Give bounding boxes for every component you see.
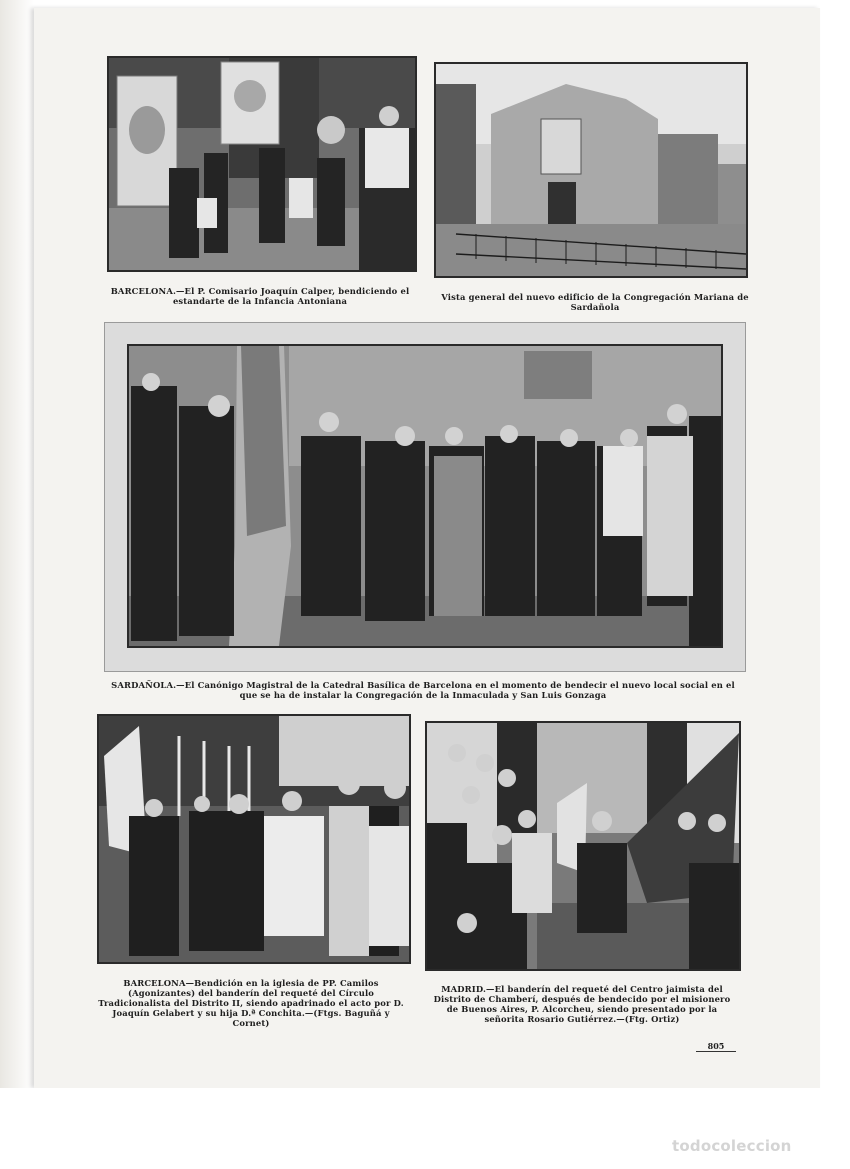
scan-margin xyxy=(0,1088,850,1169)
caption-top-left: BARCELONA.—El P. Comisario Joaquín Calper, bendiciendo el estandarte de la Infancia Antoniana xyxy=(110,286,410,306)
photo-barcelona-church-blessing xyxy=(97,714,411,964)
caption-bottom-right: MADRID.—El banderín del requeté del Centro jaimista del Distrito de Chamberí, después de bendecido por el misionero de Buenos Aires, P. Alcorcheu, siendo presentado por la señorita Rosario Gutiérrez.—(Ftg. Ortiz) xyxy=(433,984,731,1024)
caption-top-right: Vista general del nuevo edificio de la Congregación Mariana de Sardañola xyxy=(441,292,749,312)
photo-barcelona-banner-blessing xyxy=(107,56,417,272)
page-number: 805 xyxy=(696,1041,736,1052)
page-binding-edge xyxy=(0,0,34,1169)
watermark: todocoleccion xyxy=(672,1137,792,1155)
caption-middle: SARDAÑOLA.—El Canónigo Magistral de la Catedral Basílica de Barcelona en el momento de bendecir el nuevo local social en el que se ha de instalar la Congregación de la Inmaculada y San Luis Gonzaga xyxy=(111,680,735,700)
photo-madrid-banner xyxy=(425,721,741,971)
photo-sardanola-building xyxy=(434,62,748,278)
photo-sardanola-blessing-ceremony xyxy=(127,344,723,648)
caption-bottom-left: BARCELONA—Bendición en la iglesia de PP. Camilos (Agonizantes) del banderín del requeté del Círculo Tradicionalista del Distrito II, siendo apadrinado el acto por D. Joaquín Gelabert y su hija D.ª Conchita.—(Ftgs. Baguñá y Cornet) xyxy=(98,978,404,1028)
